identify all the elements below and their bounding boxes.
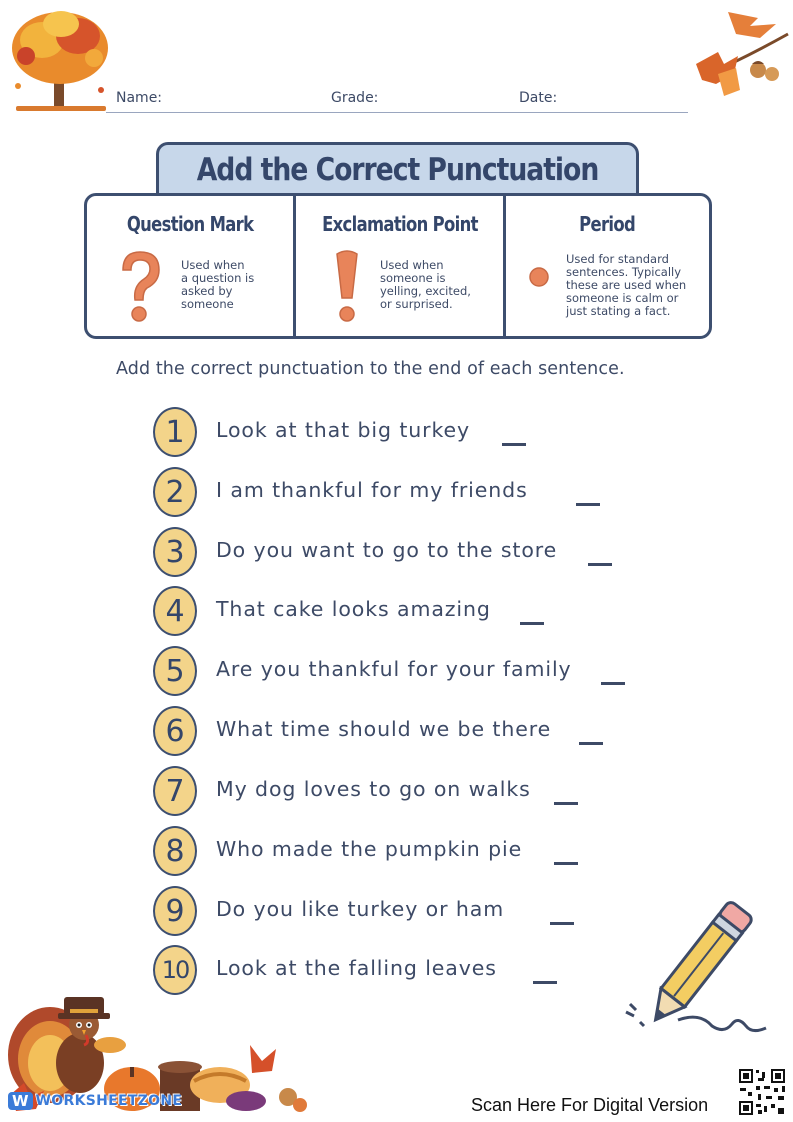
question-number-badge: 10 — [153, 945, 197, 995]
question-item — [150, 586, 670, 636]
question-number-badge: 9 — [153, 886, 197, 936]
name-label: Name: — [116, 90, 163, 106]
question-item — [150, 886, 670, 936]
question-item — [150, 467, 670, 517]
answer-blank[interactable] — [576, 503, 600, 506]
question-text: Look at that big turkey — [216, 418, 471, 442]
question-item — [150, 826, 670, 876]
exclamation-point-column — [296, 196, 503, 336]
worksheetzone-logo[interactable] — [8, 1092, 182, 1110]
question-text: What time should we be there — [216, 717, 552, 741]
logo-text: WORKSHEETZONE — [35, 1093, 183, 1109]
answer-blank[interactable] — [520, 622, 544, 625]
question-item — [150, 646, 670, 696]
grade-label: Grade: — [331, 90, 379, 106]
question-text: That cake looks amazing — [216, 597, 491, 621]
period-dot-icon — [528, 266, 550, 288]
exclamation-point-icon — [334, 248, 360, 326]
header-writing-line[interactable] — [106, 112, 688, 113]
instructions: Add the correct punctuation to the end of each sentence. — [116, 359, 625, 379]
question-text: I am thankful for my friends — [216, 478, 528, 502]
question-mark-column — [87, 196, 293, 336]
question-text: Do you like turkey or ham — [216, 897, 505, 921]
question-mark-description: Used when a question is asked by someone — [181, 258, 255, 311]
answer-blank[interactable] — [554, 862, 578, 865]
period-description: Used for standard sentences. Typically these are used when someone is calm or just stating a fact. — [566, 252, 687, 318]
page-title: Add the Correct Punctuation — [196, 151, 599, 188]
question-text: My dog loves to go on walks — [216, 777, 531, 801]
question-mark-icon — [117, 248, 163, 326]
question-text: Are you thankful for your family — [216, 657, 572, 681]
answer-blank[interactable] — [579, 742, 603, 745]
answer-blank[interactable] — [588, 563, 612, 566]
qr-code-icon[interactable] — [738, 1068, 786, 1116]
question-number-badge: 5 — [153, 646, 197, 696]
question-number-badge: 4 — [153, 586, 197, 636]
question-number-badge: 7 — [153, 766, 197, 816]
title-banner — [156, 142, 639, 194]
question-number-badge: 6 — [153, 706, 197, 756]
column-title: Period — [579, 212, 636, 236]
column-title: Question Mark — [126, 212, 254, 236]
question-item — [150, 527, 670, 577]
scan-instruction: Scan Here For Digital Version — [471, 1095, 709, 1115]
autumn-tree-illustration — [6, 6, 114, 112]
question-item — [150, 766, 670, 816]
question-text: Look at the falling leaves — [216, 956, 497, 980]
answer-blank[interactable] — [550, 922, 574, 925]
period-column — [506, 196, 709, 336]
answer-blank[interactable] — [554, 802, 578, 805]
question-item — [150, 706, 670, 756]
pencil-illustration — [620, 888, 780, 1038]
question-number-badge: 8 — [153, 826, 197, 876]
logo-mark: W — [8, 1092, 33, 1110]
question-text: Do you want to go to the store — [216, 538, 558, 562]
answer-blank[interactable] — [502, 443, 526, 446]
punctuation-reference-box — [84, 193, 712, 339]
question-number-badge: 2 — [153, 467, 197, 517]
question-item — [150, 407, 670, 457]
answer-blank[interactable] — [533, 981, 557, 984]
question-number-badge: 1 — [153, 407, 197, 457]
answer-blank[interactable] — [601, 682, 625, 685]
date-label: Date: — [519, 90, 558, 106]
question-text: Who made the pumpkin pie — [216, 837, 523, 861]
exclamation-point-description: Used when someone is yelling, excited, or surprised. — [380, 258, 471, 311]
question-number-badge: 3 — [153, 527, 197, 577]
column-title: Exclamation Point — [321, 212, 478, 236]
autumn-leaves-branch-illustration — [688, 4, 790, 100]
